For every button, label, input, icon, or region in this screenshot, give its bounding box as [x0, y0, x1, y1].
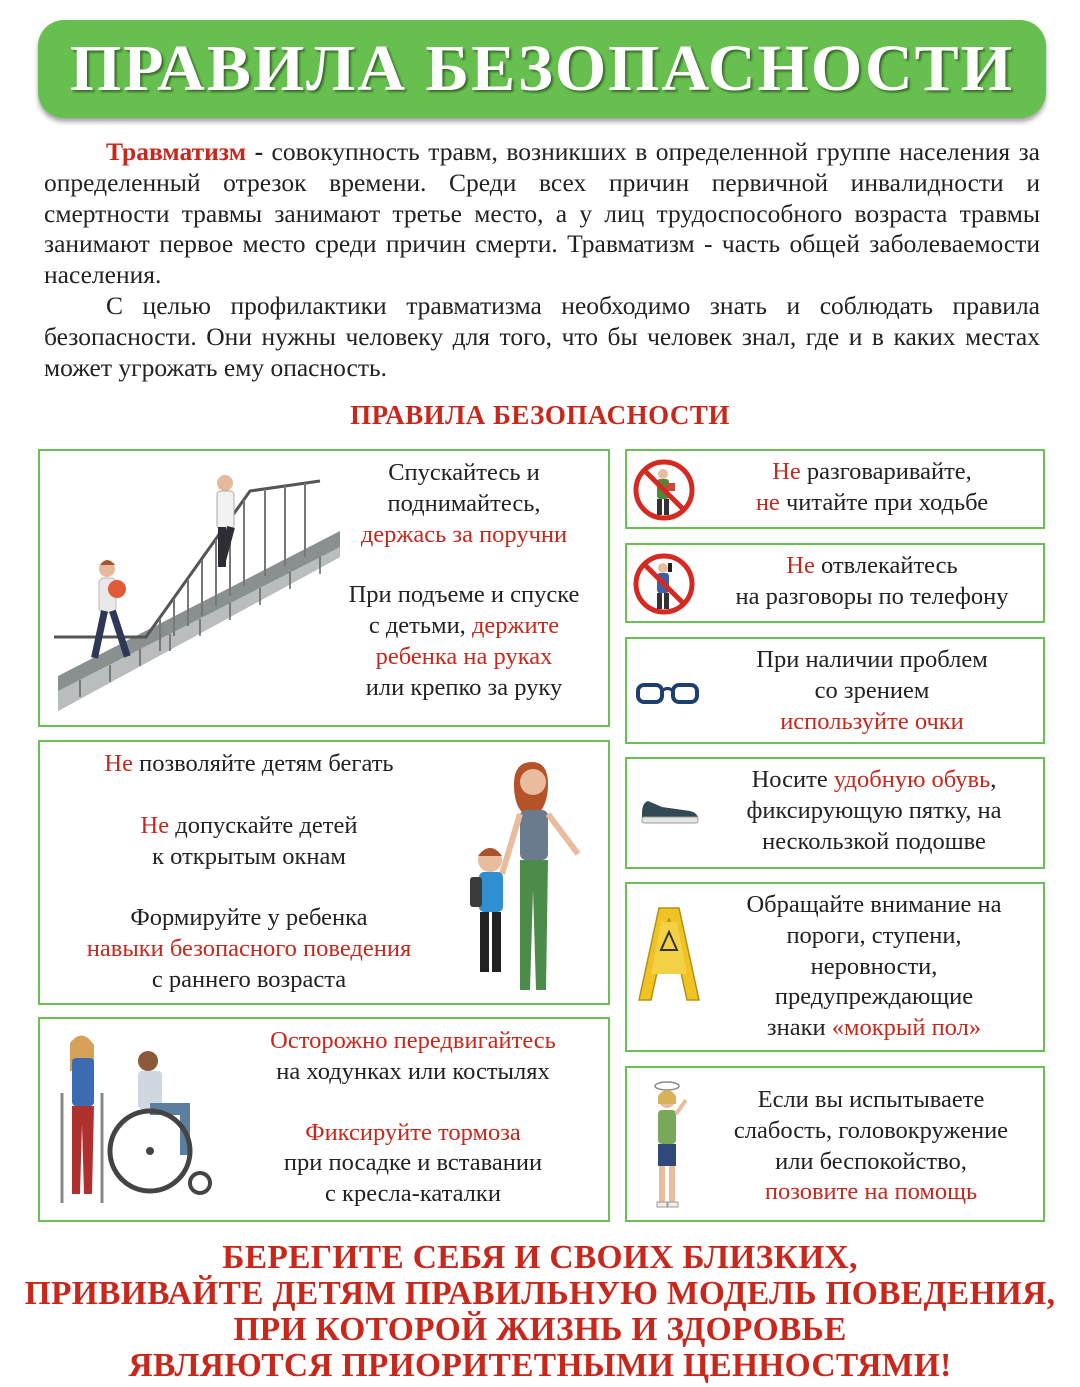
card-shoes: Носите удобную обувь, фиксирующую пятку, на нескользкой подошве — [625, 757, 1045, 869]
mother-child-illustration — [460, 752, 605, 1000]
wet-floor-sign-icon — [637, 904, 707, 1004]
intro-text — [44, 137, 1040, 383]
glasses-icon — [635, 681, 701, 707]
footer-slogan: БЕРЕГИТЕ СЕБЯ И СВОИХ БЛИЗКИХ, ПРИВИВАЙТЕ ДЕТЯМ ПРАВИЛЬНУЮ МОДЕЛЬ ПОВЕДЕНИЯ, ПРИ КОТОРОЙ ЖИЗНЬ И ЗДОРОВЬЕ ЯВЛЯЮТСЯ ПРИОРИТЕТНЫМИ ЦЕННОСТЯМИ! — [24, 1239, 1056, 1384]
card-stairs: Спускайтесь и поднимайтесь, держась за поручни При подъеме и спуске с детьми, держите ребенка на руках или крепко за руку — [38, 449, 610, 727]
term-trauma: Травматизм — [106, 137, 247, 166]
intro-paragraph-2: С целью профилактики травматизма необходимо знать и соблюдать правила безопасности. Они нужны человеку для того, что бы человек знал, где и в каких местах может угрожать ему опасность. — [44, 290, 1040, 382]
card-no-reading: Не разговаривайте, не читайте при ходьбе — [625, 449, 1045, 529]
card-weakness: Если вы испытываете слабость, головокружение или беспокойство, позовите на помощь — [625, 1066, 1045, 1222]
card-phone: Не отвлекайтесь на разговоры по телефону — [625, 543, 1045, 623]
card-glasses: При наличии проблем со зрением используйте очки — [625, 637, 1045, 744]
no-phone-icon — [633, 553, 695, 615]
stairs-illustration — [50, 461, 350, 721]
dizzy-woman-icon — [641, 1078, 701, 1214]
card-children: Не позволяйте детям бегать Не допускайте детей к открытым окнам Формируйте у ребенка навыки безопасного поведения с раннего возраста — [38, 740, 610, 1005]
page-title: ПРАВИЛА БЕЗОПАСНОСТИ — [69, 32, 1015, 105]
wheelchair-illustration — [50, 1033, 220, 1211]
intro-paragraph-1: Травматизм - совокупность травм, возникших в определенной группе населения за определенный отрезок времени. Среди всех причин первичной инвалидности и смертности травмы занимают третье место, а у лиц трудоспособного возраста травмы занимают первое место среди причин смерти. Травматизм - часть общей заболеваемости населения. — [44, 137, 1040, 290]
sneaker-icon — [639, 795, 701, 825]
card-wet-floor: Обращайте внимание на пороги, ступени, неровности, предупреждающие знаки «мокрый пол» — [625, 882, 1045, 1052]
title-banner — [38, 20, 1046, 118]
card-walkers: Осторожно передвигайтесь на ходунках или костылях Фиксируйте тормоза при посадке и вставании с кресла-каталки — [38, 1017, 610, 1222]
section-title: ПРАВИЛА БЕЗОПАСНОСТИ — [350, 400, 730, 430]
no-reading-icon — [633, 459, 695, 521]
